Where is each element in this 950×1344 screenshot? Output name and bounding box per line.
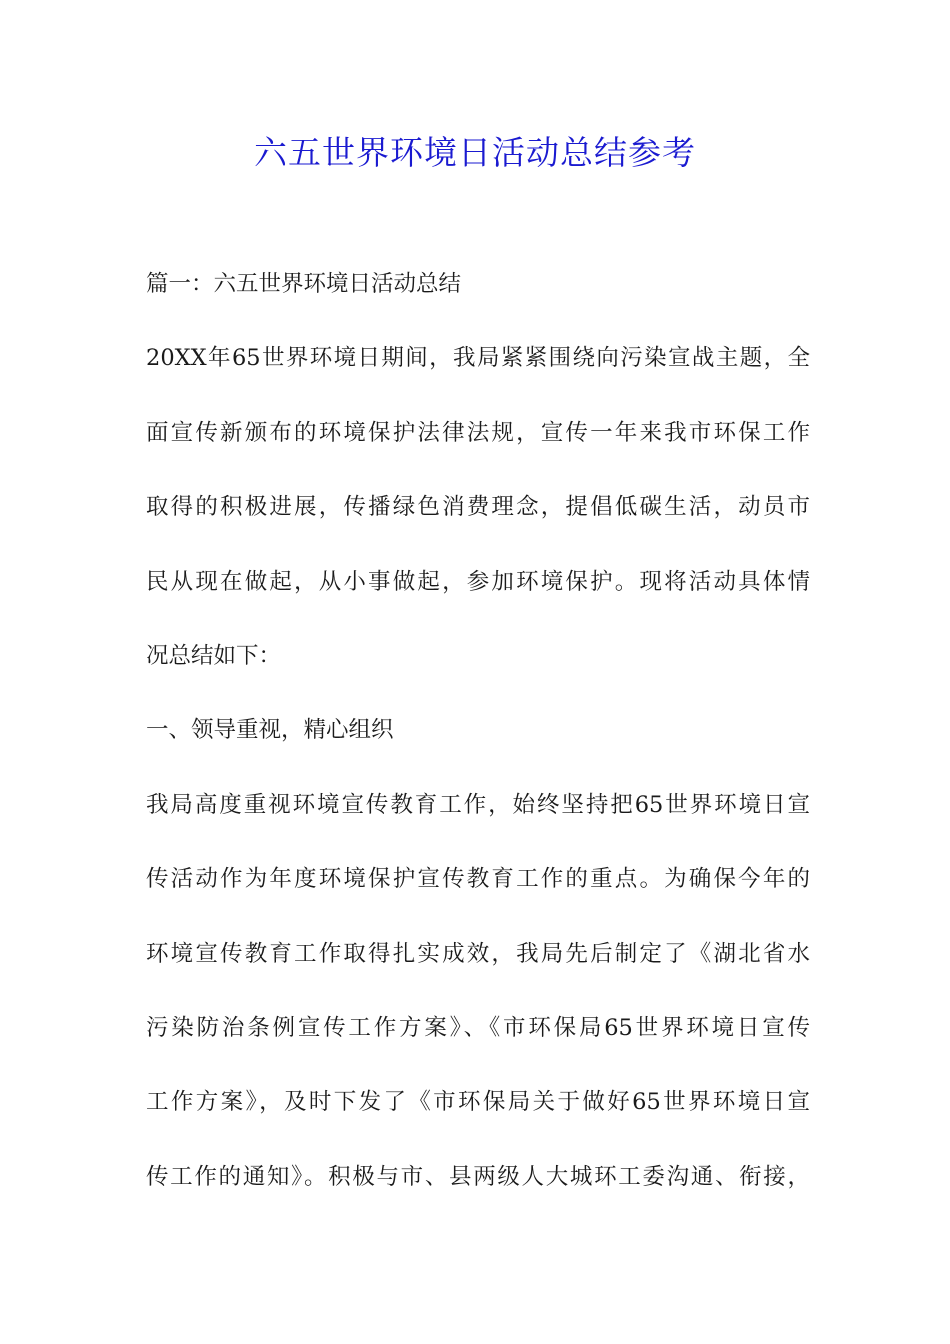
paragraph-line: 民从现在做起，从小事做起，参加环境保护。现将活动具体情	[146, 568, 810, 595]
paragraph-line: 传工作的通知》。积极与市、县两级人大城环工委沟通、衔接，	[146, 1163, 810, 1190]
document-title: 六五世界环境日活动总结参考	[254, 133, 696, 172]
section-heading: 一、领导重视，精心组织	[146, 717, 394, 744]
paragraph-line: 环境宣传教育工作取得扎实成效，我局先后制定了《湖北省水	[146, 940, 810, 967]
document-body	[146, 264, 810, 1231]
paragraph-line: 面宣传新颁布的环境保护法律法规，宣传一年来我市环保工作	[146, 419, 810, 446]
paragraph-line: 污染防治条例宣传工作方案》、《市环保局65世界环境日宣传	[146, 1014, 810, 1041]
paragraph-line: 工作方案》，及时下发了《市环保局关于做好65世界环境日宣	[146, 1089, 810, 1116]
paragraph-line: 取得的积极进展，传播绿色消费理念，提倡低碳生活，动员市	[146, 494, 810, 521]
section-heading: 篇一：六五世界环境日活动总结	[146, 271, 462, 297]
paragraph-line: 传活动作为年度环境保护宣传教育工作的重点。为确保今年的	[146, 866, 810, 893]
paragraph-line: 况总结如下：	[146, 642, 282, 669]
paragraph-line: 我局高度重视环境宣传教育工作，始终坚持把65世界环境日宣	[146, 791, 810, 818]
paragraph-line: 20XX年65世界环境日期间，我局紧紧围绕向污染宣战主题，全	[146, 345, 810, 372]
